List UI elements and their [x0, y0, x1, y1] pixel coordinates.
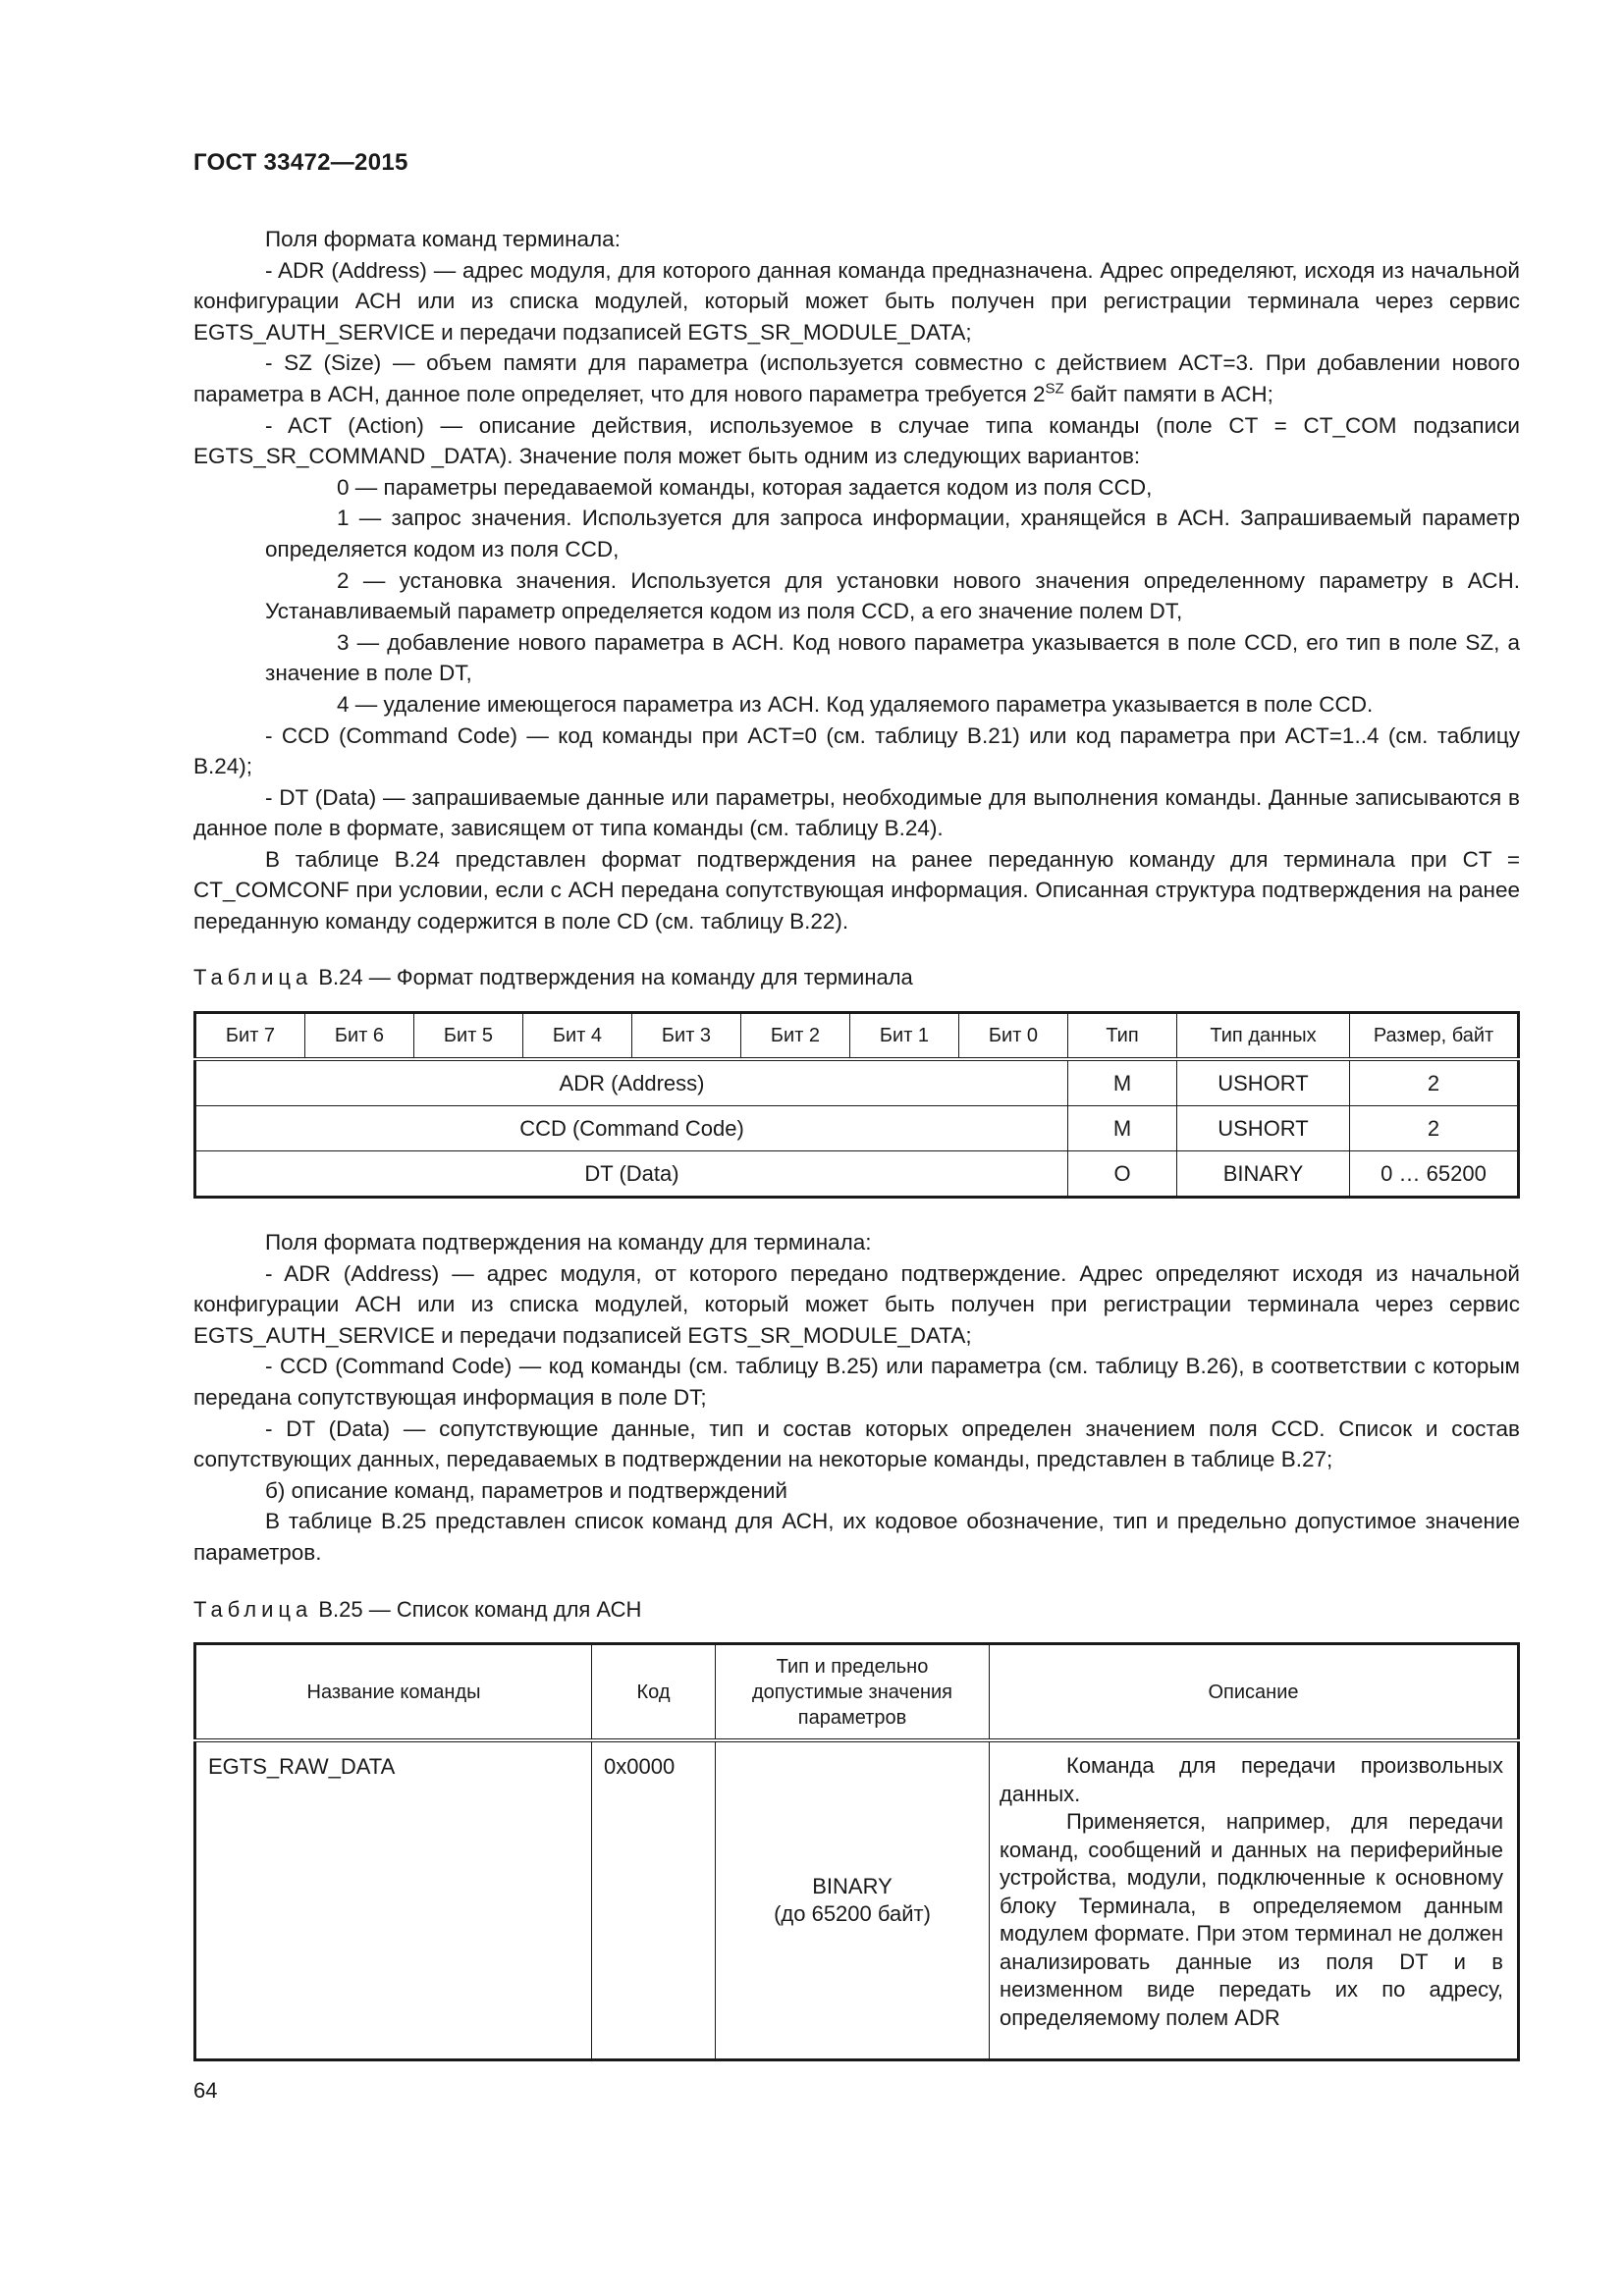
data-type-cell: USHORT	[1177, 1059, 1350, 1106]
table-b24-caption: Таблица В.24 — Формат подтверждения на команду для терминала	[193, 965, 913, 989]
header-type: Тип	[1068, 1013, 1177, 1060]
header-type-limits: Тип и предельно допустимые значения параметров	[716, 1644, 990, 1741]
command-description-cell: Команда для передачи произвольных данных. Применяется, например, для передачи команд, сообщений и данных на периферийные устройства, модули, подключенные к основному блоку Терминала, в определяемом данным модулем формате. При этом терминал не должен анализировать данные из поля DT и в неизменном виде передать их по адресу, определяемому полем ADR	[990, 1740, 1519, 2059]
command-type-cell: BINARY (до 65200 байт)	[716, 1740, 990, 2059]
act-value-3: 3 — добавление нового параметра в АСН. Код нового параметра указывается в поле CCD, его тип в поле SZ, а значение в поле DT,	[265, 629, 1520, 686]
command-name-cell: EGTS_RAW_DATA	[195, 1740, 592, 2059]
table-b25	[193, 1642, 1520, 2061]
paragraph-act: - ACT (Action) — описание действия, используемое в случае типа команды (поле CT = CT_COM подзаписи EGTS_SR_COMMAND _DATA). Значение поля может быть одним из следующих вариантов:	[193, 412, 1520, 469]
superscript-sz: SZ	[1045, 380, 1064, 398]
header-bit5: Бит 5	[414, 1013, 523, 1060]
table-row	[195, 1106, 1519, 1151]
paragraph-adr: - ADR (Address) — адрес модуля, от которого передано подтверждение. Адрес определяют исходя из начальной конфигурации АСН или из списка модулей, который может быть получен при регистрации терминала через сервис EGTS_AUTH_SERVICE и передачи подзаписей EGTS_SR_MODULE_DATA;	[193, 1260, 1520, 1348]
subheading-b: б) описание команд, параметров и подтверждений	[265, 1477, 788, 1503]
data-type-cell: USHORT	[1177, 1106, 1350, 1151]
field-cell: ADR (Address)	[195, 1059, 1068, 1106]
type-cell: M	[1068, 1106, 1177, 1151]
table-b25-caption: Таблица В.25 — Список команд для АСН	[193, 1597, 642, 1622]
data-type-cell: BINARY	[1177, 1151, 1350, 1198]
header-data-type: Тип данных	[1177, 1013, 1350, 1060]
header-bit4: Бит 4	[523, 1013, 632, 1060]
header-bit6: Бит 6	[305, 1013, 414, 1060]
table-b24	[193, 1011, 1520, 1199]
header-code: Код	[592, 1644, 716, 1741]
table-row	[195, 1740, 1519, 2059]
type-cell: O	[1068, 1151, 1177, 1198]
table-header-row	[195, 1013, 1519, 1060]
paragraph-ccd: - CCD (Command Code) — код команды (см. таблицу В.25) или параметра (см. таблицу В.26), в соответствии с которым передана сопутствующая информация в поле DT;	[193, 1354, 1520, 1410]
confirmation-fields-section	[193, 1227, 1520, 1569]
act-value-4: 4 — удаление имеющегося параметра из АСН. Код удаляемого параметра указывается в поле CCD.	[337, 691, 1374, 717]
act-value-2: 2 — установка значения. Используется для установки нового значения определенному параметру в АСН. Устанавливаемый параметр определяется кодом из поля CCD, а его значение полем DT,	[265, 567, 1520, 624]
paragraph-sz: - SZ (Size) — объем памяти для параметра (используется совместно с действием ACT=3. При добавлении нового параметра в АСН, данное поле определяет, что для нового параметра требуется $2^{SZ}$ байт памяти в АСН;	[193, 350, 1520, 406]
header-bit7: Бит 7	[195, 1013, 305, 1060]
command-code-cell: 0x0000	[592, 1740, 716, 2059]
paragraph-table-b24-ref: В таблице В.24 представлен формат подтверждения на ранее переданную команду для терминала при CT = CT_COMCONF при условии, если с АСН передана сопутствующая информация. Описанная структура подтверждения на ранее переданную команду содержится в поле CD (см. таблицу В.22).	[193, 846, 1520, 934]
paragraph-dt: - DT (Data) — запрашиваемые данные или параметры, необходимые для выполнения команды. Данные записываются в данное поле в формате, зависящем от типа команды (см. таблицу В.24).	[193, 784, 1520, 841]
field-cell: DT (Data)	[195, 1151, 1068, 1198]
size-cell: 2	[1350, 1059, 1519, 1106]
paragraph-intro: Поля формата команд терминала:	[265, 227, 621, 251]
table-row	[195, 1151, 1519, 1198]
act-value-1: 1 — запрос значения. Используется для запроса информации, хранящейся в АСН. Запрашиваемый параметр определяется кодом из поля CCD,	[265, 506, 1520, 561]
header-bit0: Бит 0	[959, 1013, 1068, 1060]
header-description: Описание	[990, 1644, 1519, 1741]
act-value-0: 0 — параметры передаваемой команды, которая задается кодом из поля CCD,	[337, 474, 1153, 500]
paragraph-ccd: - CCD (Command Code) — код команды при ACT=0 (см. таблицу В.21) или код параметра при ACT=1..4 (см. таблицу В.24);	[193, 722, 1520, 779]
table-header-row	[195, 1644, 1519, 1741]
header-bit3: Бит 3	[632, 1013, 741, 1060]
command-fields-section	[193, 224, 1520, 937]
paragraph-table-b25-ref: В таблице В.25 представлен список команд для АСН, их кодовое обозначение, тип и предельно допустимое значение параметров.	[193, 1509, 1520, 1565]
header-size: Размер, байт	[1350, 1013, 1519, 1060]
type-cell: M	[1068, 1059, 1177, 1106]
paragraph-intro: Поля формата подтверждения на команду для терминала:	[265, 1230, 872, 1255]
header-bit1: Бит 1	[850, 1013, 959, 1060]
field-cell: CCD (Command Code)	[195, 1106, 1068, 1151]
paragraph-dt: - DT (Data) — сопутствующие данные, тип и состав которых определен значением поля CCD. Список и состав сопутствующих данных, передаваемых в подтверждении на некоторые команды, представлен в таблице В.27;	[193, 1415, 1520, 1472]
size-cell: 2	[1350, 1106, 1519, 1151]
page-number: 64	[193, 2078, 218, 2103]
document-standard-header: ГОСТ 33472—2015	[193, 149, 408, 176]
header-bit2: Бит 2	[741, 1013, 850, 1060]
size-cell: 0 … 65200	[1350, 1151, 1519, 1198]
header-command-name: Название команды	[195, 1644, 592, 1741]
paragraph-adr: - ADR (Address) — адрес модуля, для которого данная команда предназначена. Адрес определяют, исходя из начальной конфигурации АСН или из списка модулей, который может быть получен при регистрации терминала через сервис EGTS_AUTH_SERVICE и передачи подзаписей EGTS_SR_MODULE_DATA;	[193, 257, 1520, 345]
table-row	[195, 1059, 1519, 1106]
